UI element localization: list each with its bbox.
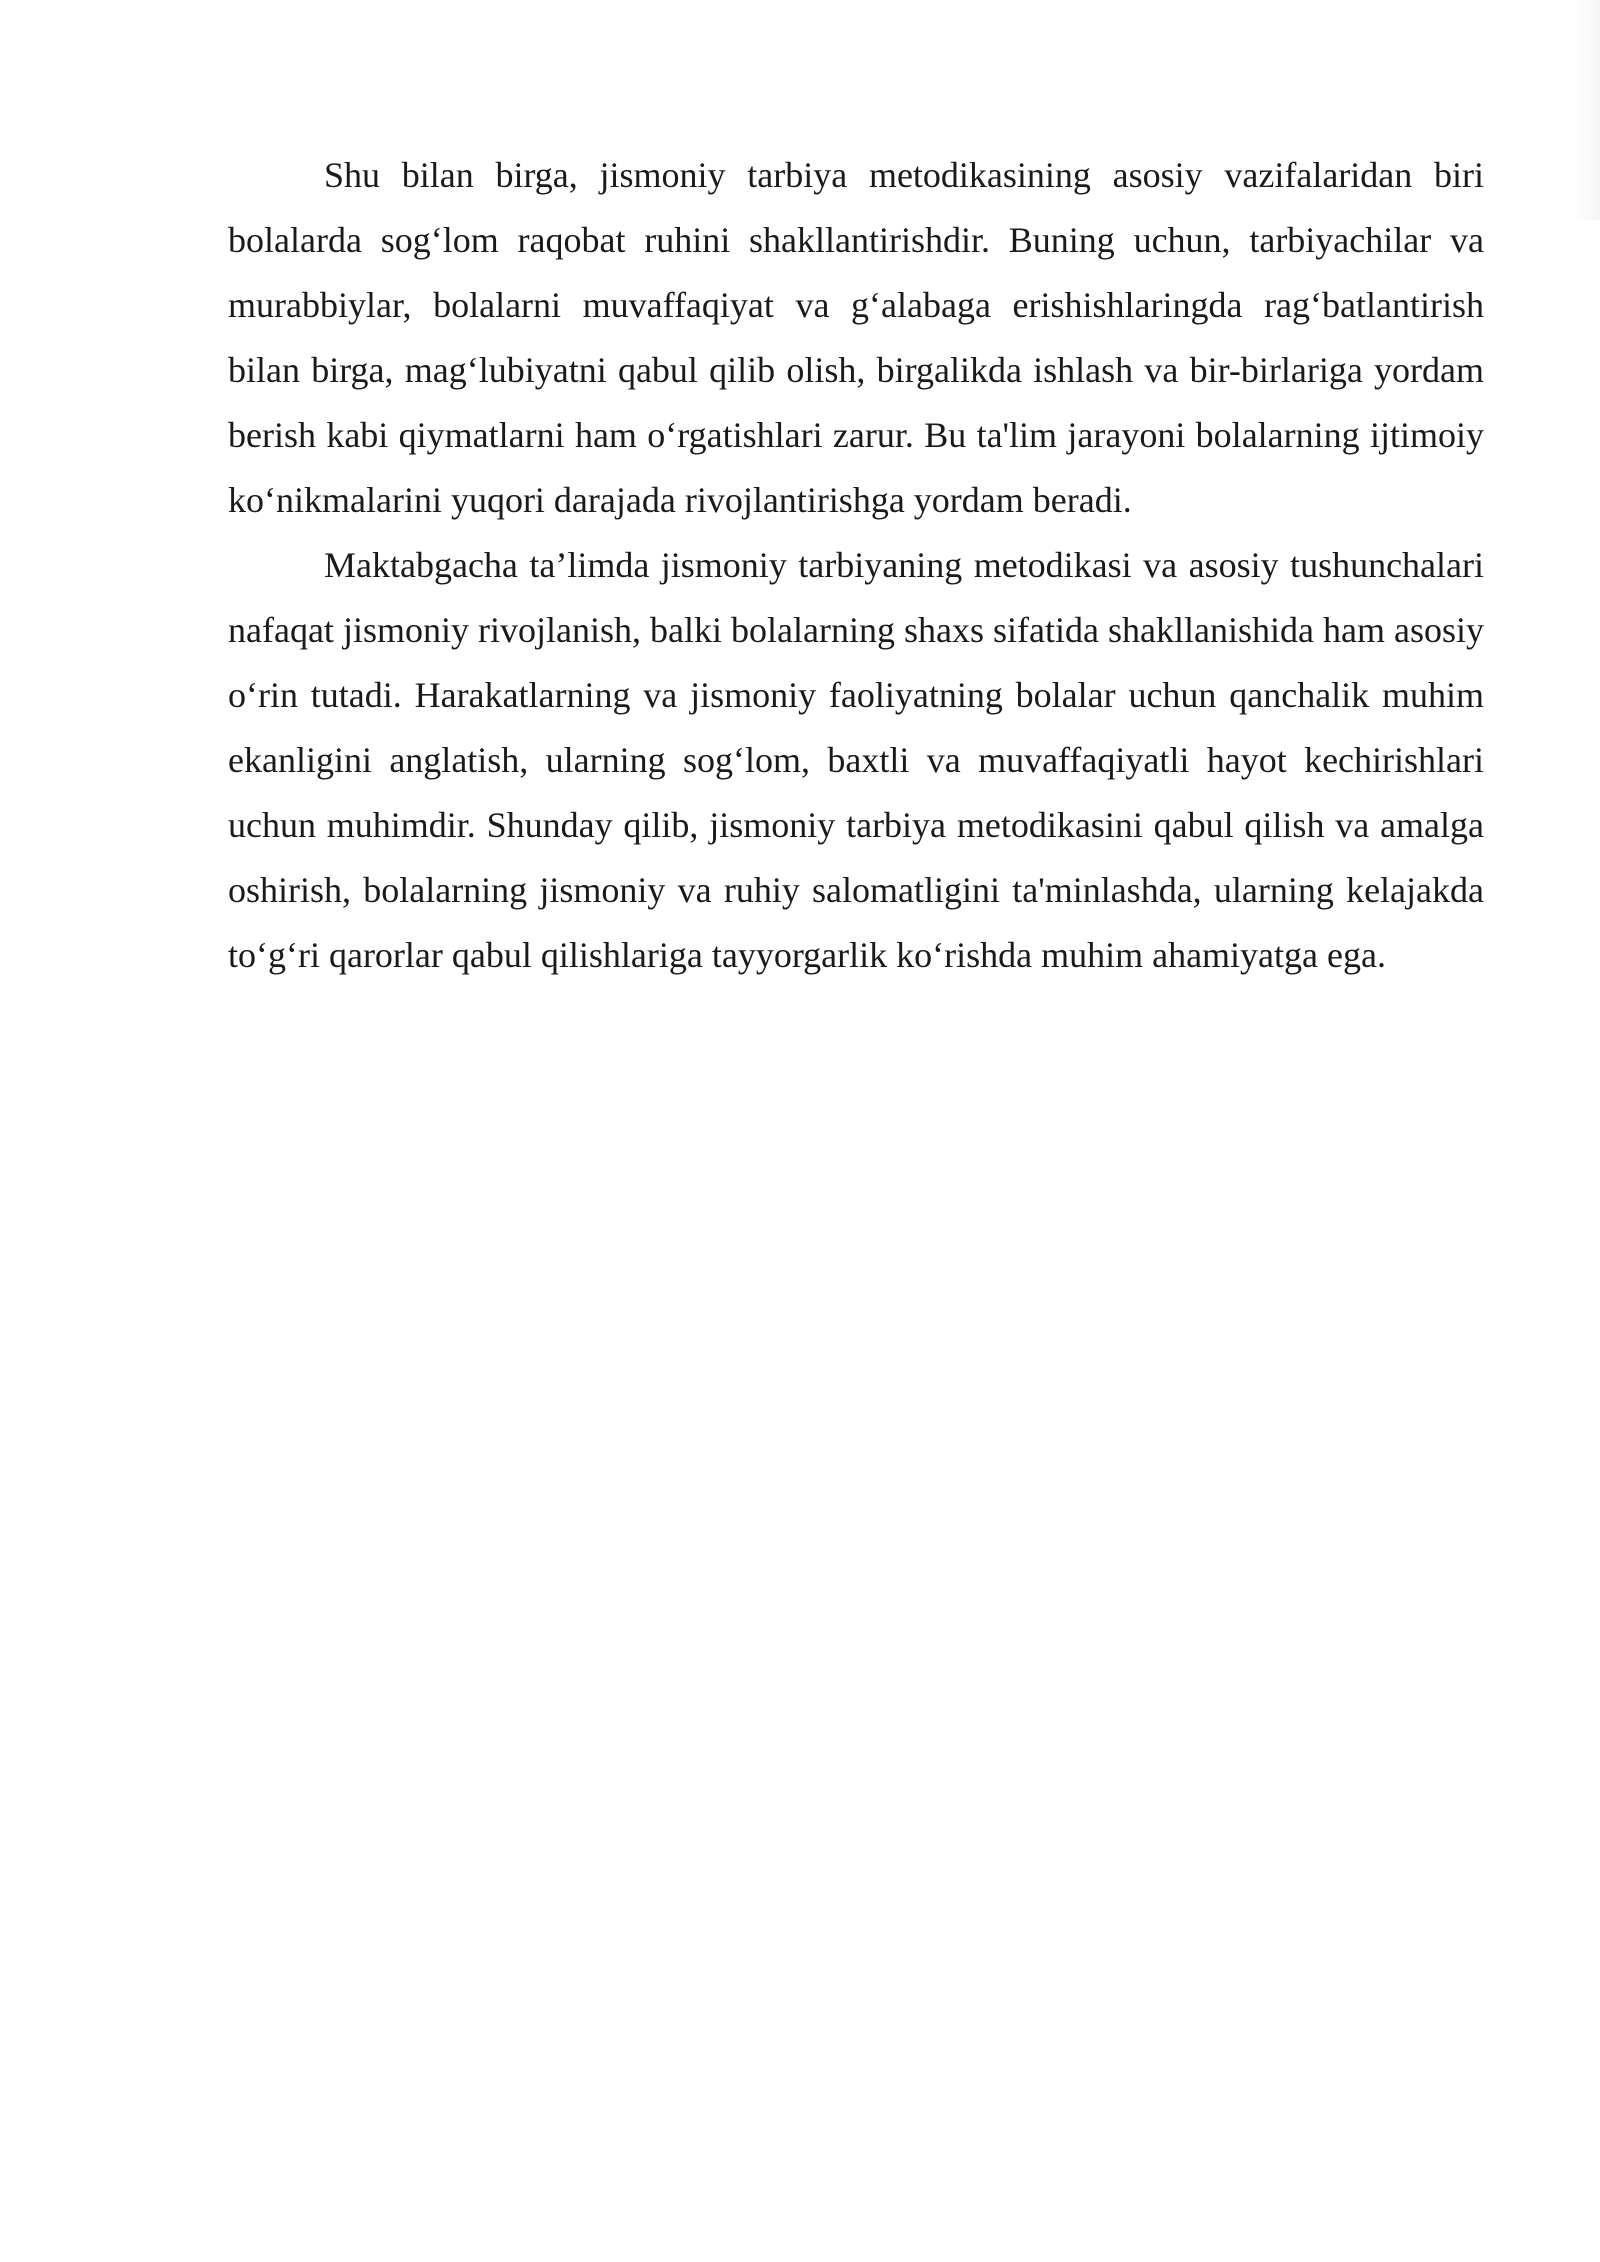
- paragraph-1: Shu bilan birga, jismoniy tarbiya metodikasining asosiy vazifalaridan biri bolalarda sog‘lom raqobat ruhini shakllantirishdir. Buning uchun, tarbiyachilar va murabbiylar, bolalarni muvaffaqiyat va g‘alabaga erishishlaringda rag‘batlantirish bilan birga, mag‘lubiyatni qabul qilib olish, birgalikda ishlash va bir-birlariga yordam berish kabi qiymatlarni ham o‘rgatishlari zarur. Bu ta'lim jarayoni bolalarning ijtimoiy ko‘nikmalarini yuqori darajada rivojlantirishga yordam beradi.: [228, 155, 1484, 520]
- document-body: [228, 143, 1484, 988]
- paragraph-2: Maktabgacha ta’limda jismoniy tarbiyaning metodikasi va asosiy tushunchalari nafaqat jismoniy rivojlanish, balki bolalarning shaxs sifatida shakllanishida ham asosiy o‘rin tutadi. Harakatlarning va jismoniy faoliyatning bolalar uchun qanchalik muhim ekanligini anglatish, ularning sog‘lom, baxtli va muvaffaqiyatli hayot kechirishlari uchun muhimdir. Shunday qilib, jismoniy tarbiya metodikasini qabul qilish va amalga oshirish, bolalarning jismoniy va ruhiy salomatligini ta'minlashda, ularning kelajakda to‘g‘ri qarorlar qabul qilishlariga tayyorgarlik ko‘rishda muhim ahamiyatga ega.: [228, 545, 1484, 975]
- page-edge-shadow: [1574, 0, 1600, 220]
